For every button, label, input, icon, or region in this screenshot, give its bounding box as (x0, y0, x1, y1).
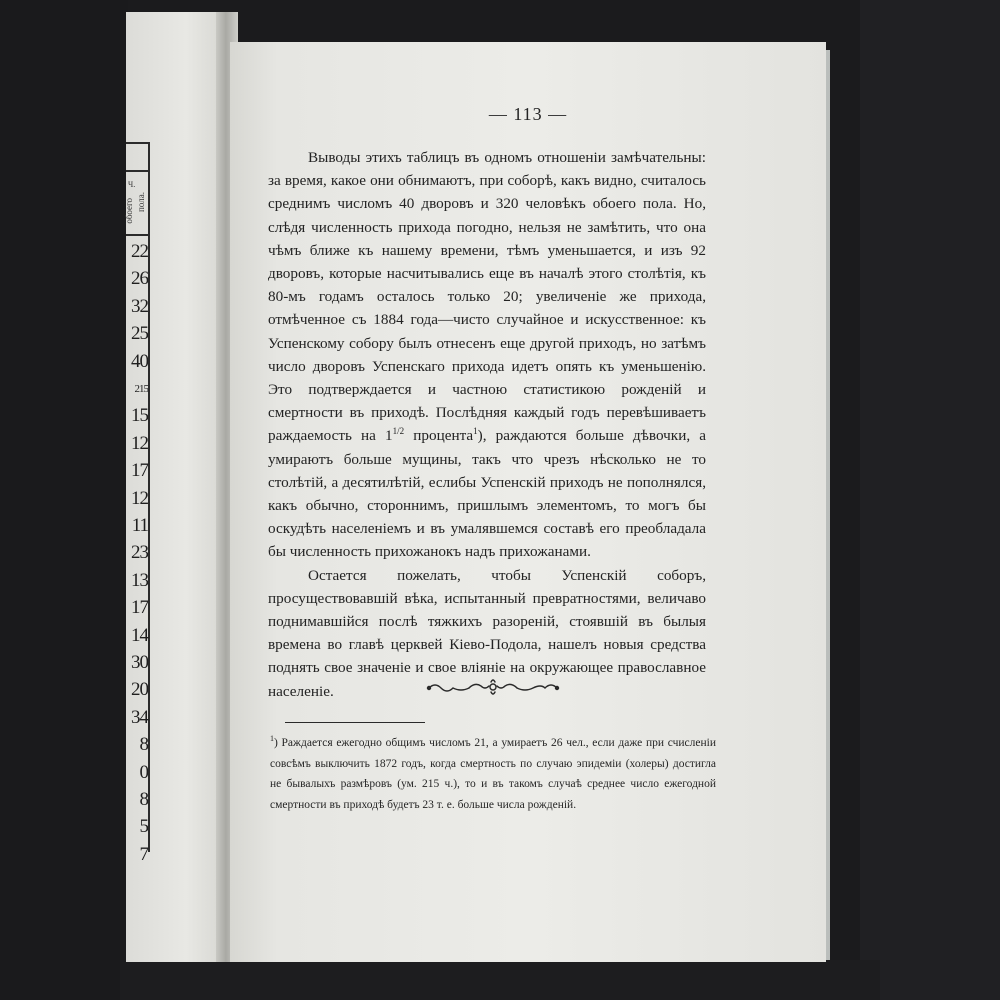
table-rule-header (126, 170, 148, 172)
table-rule-top (126, 142, 148, 144)
left-table-number: 32 (131, 295, 148, 317)
table-rule-subheader (126, 234, 148, 236)
footnote (270, 733, 716, 815)
footnote-text: ) Раждается ежегодно общимъ числомъ 21, а умираетъ 26 чел., если даже при счисленіи совсѣмъ выключить 1872 годъ, когда смертность по случаю эпидеміи (холеры) достигла не бывалыхъ размѣровъ (ум. 215 ч.), то и въ такомъ случаѣ среднее число ежегодной смертности въ приходѣ будетъ 23 т. е. больше числа рожденій. (270, 737, 716, 811)
left-table-number: 17 (131, 597, 148, 619)
page-number: — 113 — (488, 104, 568, 124)
left-page-fragment (126, 12, 226, 962)
left-table-number: 12 (131, 487, 148, 509)
left-table-number: 23 (131, 542, 148, 564)
left-table-number: 0 (139, 761, 148, 783)
left-table-number: 13 (131, 569, 148, 591)
footnote-number: 1 (270, 734, 274, 744)
footnote-reference: 1 (473, 426, 478, 437)
left-table-number: 17 (131, 460, 148, 482)
left-table-number: 25 (131, 323, 148, 345)
paragraph-1 (268, 146, 706, 564)
background-bottom (120, 960, 880, 1000)
paragraph-2: Остается пожелать, чтобы Успенскій соборъ, просуществовавшій вѣка, испытанный превратностями, величаво поднимавшійся послѣ тяжкихъ разореній, стоявшій въ былыя времена во главѣ церквей Кіево-Подола, нашелъ новыя средства поднять свое значеніе и свое вліяніе на окружающее православное населеніе. (268, 566, 706, 700)
paragraph-1-text-end: ), раждаются больше дѣвочки, а умираютъ больше мущины, такъ что чрезъ нѣсколько не то столѣтій, а десятилѣтій, еслибы Успенскій приходъ не пополнялся, какъ обычно, стороннимъ, пришлымъ элементомъ, то могъ бы оскудѣть населеніемъ и въ умалявшемся составѣ его преобладала бы численность прихожанокъ надъ прихожанами. (268, 427, 706, 561)
left-table-number: 30 (131, 652, 148, 673)
left-table-number: 7 (139, 843, 148, 865)
ornament-divider (425, 678, 561, 698)
footnote-separator (285, 722, 425, 723)
left-table-header-vertical-2: обоего (124, 198, 134, 224)
paragraph-1-text-cont: процента (404, 427, 474, 445)
left-table-number: 5 (139, 816, 148, 838)
left-table-number: 40 (131, 350, 148, 372)
left-table-header-vertical-1: пола. (136, 192, 146, 212)
left-table-number: 8 (139, 734, 148, 756)
left-table-header-top: Ч. (128, 180, 136, 189)
left-table-number: 15 (131, 405, 148, 427)
paragraph-1-text: Выводы этихъ таблицъ въ одномъ отношеніи замѣчательны: за время, какое они обнимаютъ, при соборѣ, какъ видно, считалось среднимъ числомъ 40 дворовъ и 320 человѣкъ обоего пола. Но, слѣдя численность прихода погодно, нельзя не замѣтить, что она чѣмъ ближе къ нашему времени, тѣмъ уменьшается, и изъ 92 дворовъ, которые насчитывались еще въ началѣ этого столѣтія, къ 80-мъ годамъ осталось только 20; увеличеніе же прихода, отмѣченное съ 1884 года—чисто случайное и искусственное: къ Успенскому собору былъ отнесенъ еще другой приходъ, но затѣмъ число дворовъ Успенскаго прихода идетъ опять къ уменьшенію. Это подтверждается и частною статистикою рожденій и смертности въ приходѣ. Послѣдняя каждый годъ перевѣшиваетъ раждаемость на 1 (268, 149, 706, 445)
fraction: 1/2 (392, 426, 405, 437)
background-left (0, 0, 128, 1000)
left-table-number: 215 (134, 383, 148, 395)
left-table-number: 12 (131, 432, 148, 454)
page-body (268, 146, 706, 703)
left-table-number: 26 (131, 268, 148, 290)
left-table-number: 8 (139, 789, 148, 810)
left-table-number: 34 (131, 706, 148, 728)
left-table-number: 14 (131, 624, 148, 646)
left-table-number: 22 (131, 241, 148, 262)
background-right (860, 0, 1000, 1000)
left-table-number: 11 (131, 515, 148, 536)
left-table-number: 20 (131, 679, 148, 701)
